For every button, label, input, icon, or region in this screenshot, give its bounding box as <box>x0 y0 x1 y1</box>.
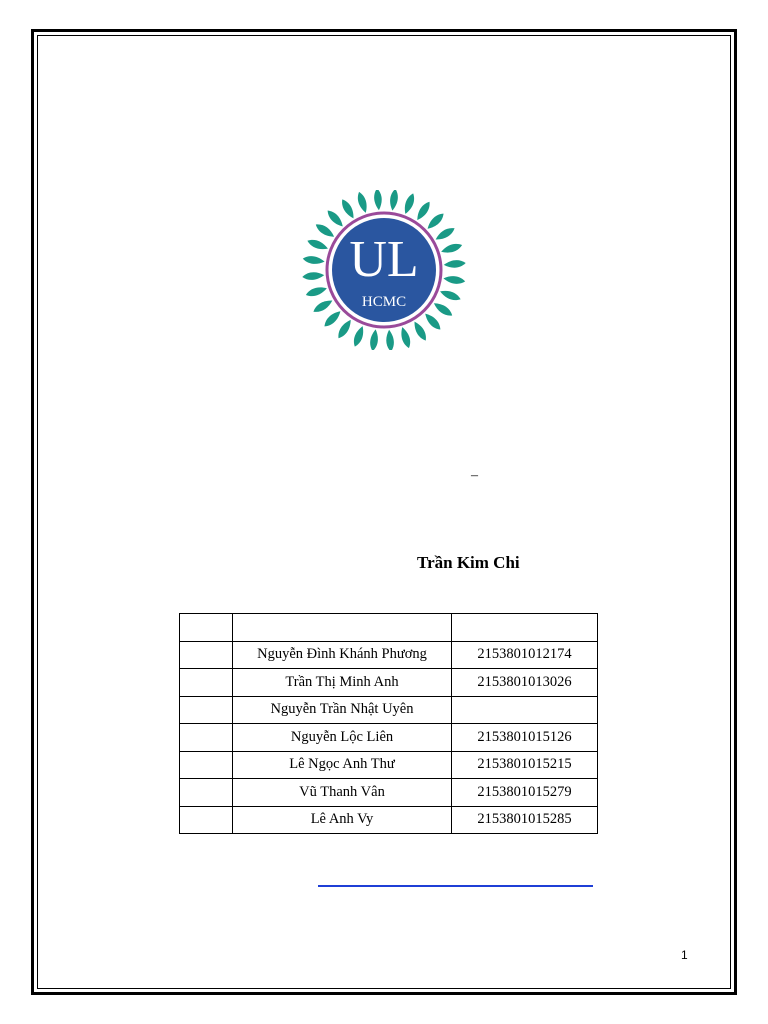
table-row <box>180 724 598 752</box>
logo-leaf <box>369 329 379 350</box>
page-border-inner <box>37 35 731 989</box>
logo-leaf <box>302 271 325 280</box>
table-header-row <box>180 614 598 642</box>
table-row <box>180 751 598 779</box>
logo-leaf <box>302 255 325 265</box>
logo-leaf <box>351 325 366 348</box>
member-no-cell <box>180 669 233 697</box>
member-id-cell: 2153801015126 <box>452 724 598 752</box>
logo-leaf <box>339 197 357 220</box>
link-underline[interactable] <box>318 885 593 887</box>
member-name-cell: Vũ Thanh Vân <box>233 779 452 807</box>
logo-leaf <box>355 191 369 214</box>
logo-leaf <box>423 311 444 332</box>
logo-leaf <box>385 329 394 350</box>
logo-leaf <box>443 259 466 268</box>
table-row <box>180 669 598 697</box>
logo-leaf <box>443 275 466 285</box>
page-number: 1 <box>681 948 688 962</box>
member-no-cell <box>180 696 233 724</box>
table-row <box>180 779 598 807</box>
logo-leaf <box>306 237 329 252</box>
header-cell-no <box>180 614 233 642</box>
member-id-cell: 2153801015279 <box>452 779 598 807</box>
logo-city: HCMC <box>361 294 407 310</box>
member-no-cell <box>180 806 233 834</box>
logo-leaf <box>373 190 382 211</box>
logo-leaf <box>439 288 462 303</box>
logo-leaf <box>411 320 429 343</box>
member-id-cell <box>452 696 598 724</box>
header-cell-id <box>452 614 598 642</box>
logo-leaf <box>414 200 432 222</box>
member-name-cell: Lê Anh Vy <box>233 806 452 834</box>
member-no-cell <box>180 751 233 779</box>
members-table <box>179 613 598 834</box>
member-id-cell: 2153801012174 <box>452 641 598 669</box>
member-no-cell <box>180 641 233 669</box>
supervisor-name: Trần Kim Chi <box>417 553 520 572</box>
member-name-cell: Nguyễn Đình Khánh Phương <box>233 641 452 669</box>
table-row <box>180 696 598 724</box>
member-name-cell: Nguyễn Lộc Liên <box>233 724 452 752</box>
member-name-cell: Lê Ngọc Anh Thư <box>233 751 452 779</box>
logo-leaf <box>322 309 343 330</box>
header-cell-name <box>233 614 452 642</box>
logo-leaf <box>425 211 446 232</box>
logo-leaf <box>335 318 353 340</box>
logo-leaf <box>399 326 413 349</box>
logo-leaf <box>314 221 336 239</box>
title-dash: – <box>471 468 478 483</box>
logo-leaf <box>305 285 328 299</box>
member-id-cell: 2153801015285 <box>452 806 598 834</box>
logo-leaf <box>432 300 454 318</box>
member-name-cell: Nguyễn Trần Nhật Uyên <box>233 696 452 724</box>
logo-leaf <box>389 190 399 211</box>
member-id-cell: 2153801015215 <box>452 751 598 779</box>
logo-leaf <box>434 225 457 243</box>
logo-leaf <box>402 192 417 215</box>
logo-monogram: UL <box>349 231 419 288</box>
table-row <box>180 641 598 669</box>
logo-leaf <box>440 241 463 255</box>
logo-leaf <box>325 208 346 229</box>
member-no-cell <box>180 779 233 807</box>
member-id-cell: 2153801013026 <box>452 669 598 697</box>
university-logo <box>300 190 468 350</box>
member-no-cell <box>180 724 233 752</box>
table-row <box>180 806 598 834</box>
member-name-cell: Trần Thị Minh Anh <box>233 669 452 697</box>
logo-leaf <box>311 297 334 315</box>
